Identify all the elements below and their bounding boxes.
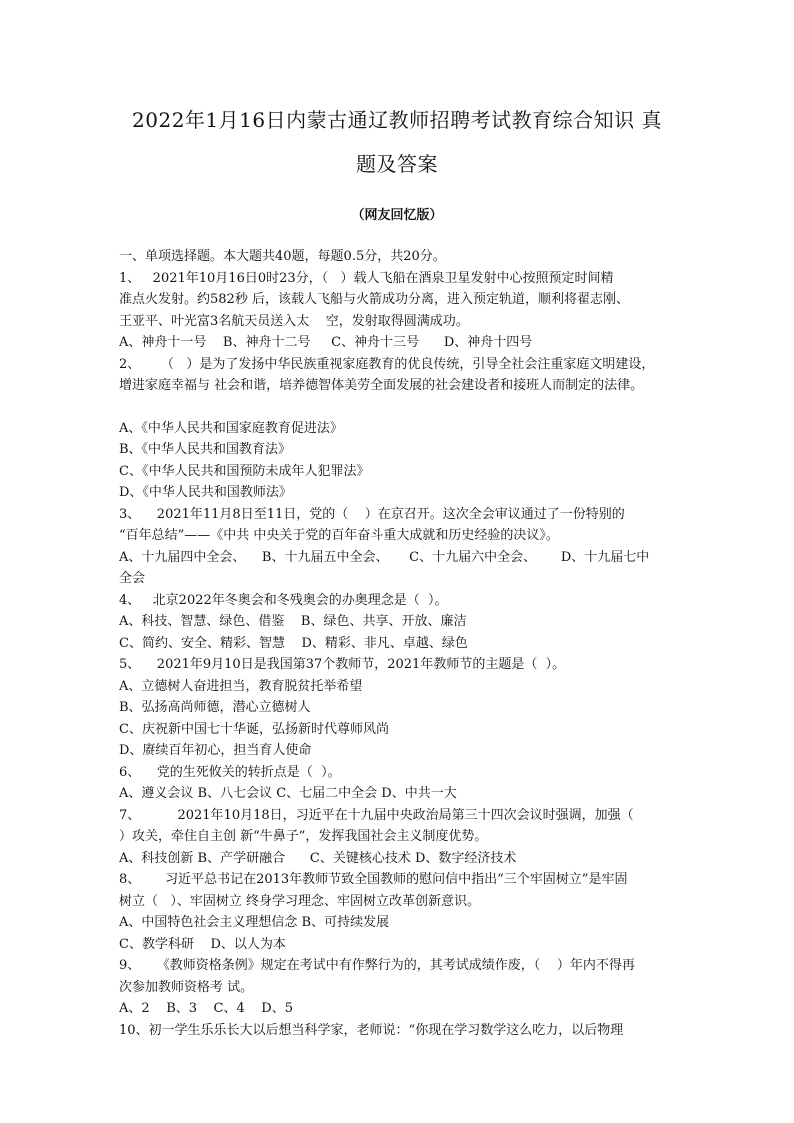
document-line: A、科技、智慧、绿色、借鉴 B、绿色、共享、开放、廉洁 [119,614,467,629]
document-line: “百年总结”——《中共 中央关于党的百年奋斗重大成就和历史经验的决议》。 [119,528,559,543]
document-body [119,246,681,1041]
document-line: 增进家庭幸福与 社会和谐，培养德智体美劳全面发展的社会建设者和接班人而制定的法律。 [119,378,644,393]
document-line: B、《中华人民共和国教育法》 [119,442,292,457]
document-line: 8、 习近平总书记在2013年教师节致全国教师的慰问信中指出“三个牢固树立”是牢固 [119,872,628,887]
document-line: 10、初一学生乐乐长大以后想当科学家，老师说：“你现在学习数学这么吃力，以后物理 [119,1022,624,1038]
document-line: C、《中华人民共和国预防未成年人犯罪法》 [119,463,370,479]
document-line: 准点火发射。约582秒 后，该载人飞船与火箭成功分离，进入预定轨道，顺利将翟志刚、 [119,292,629,307]
document-line: C、简约、安全、精彩、智慧 D、精彩、非凡、卓越、绿色 [119,635,468,651]
document-line: 王亚平、叶光富3名航天员送入太 空，发射取得圆满成功。 [119,313,469,329]
document-line: A、十九届四中全会、 B、十九届五中全会、 C、十九届六中全会、 D、十九届七中 [119,549,650,565]
document-line: A、《中华人民共和国家庭教育促进法》 [119,420,343,436]
document-line: 9、 《教师资格条例》规定在考试中有作弊行为的，其考试成绩作废，（ ）年内不得再 [119,958,635,973]
document-line: D、《中华人民共和国教师法》 [119,485,292,500]
document-line: C、庆祝新中国七十华诞，弘扬新时代尊师风尚 [119,721,389,737]
document-line: B、弘扬高尚师德，潜心立德树人 [119,700,311,715]
document-line: A、神舟十一号 B、神舟十二号 C、神舟十三号 D、神舟十四号 [119,335,533,350]
document-title-line-1: 2022年1月16日内蒙古通辽教师招聘考试教育综合知识 真 [132,108,662,132]
document-line: A、遵义会议 B、八七会议 C、七届二中全会 D、中共一大 [119,786,457,801]
document-line: 4、 北京2022年冬奥会和冬残奥会的办奥理念是（ ）。 [119,592,448,608]
document-line: 一、单项选择题。本大题共40题，每题0.5分，共20分。 [119,249,446,264]
document-line: A、科技创新 B、产学研融合 C、关键核心技术 D、数字经济技术 [119,850,517,866]
document-line: A、2 B、3 C、4 D、5 [119,1001,293,1016]
document-line: C、教学科研 D、以人为本 [119,936,286,952]
document-line: 1、 2021年10月16日0时23分，（ ）载人飞船在酒泉卫星发射中心按照预定时间精 [119,270,614,286]
document-line: 次参加教师资格考 试。 [119,979,254,995]
document-line: 2、 （ ）是为了发扬中华民族重视家庭教育的优良传统，引导全社会注重家庭文明建设， [119,356,655,372]
document-subtitle: （网友回忆版） [351,208,443,223]
document-line: A、立德树人奋进担当，教育脱贫托举希望 [119,678,363,694]
document-title-line-2: 题及答案 [356,152,438,176]
document-line: D、赓续百年初心，担当育人使命 [119,743,312,758]
document-line: 7、 2021年10月18日，习近平在十九届中央政治局第三十四次会议时强调，加强（ [119,807,634,823]
document-line: 3、 2021年11月8日至11日，党的（ ）在京召开。这次全会审议通过了一份特别的 [119,506,625,522]
document-line: 5、 2021年9月10日是我国第37个教师节，2021年教师节的主题是（ ）。 [119,657,566,672]
document-line: A、中国特色社会主义理想信念 B、可持续发展 [119,915,390,930]
document-line: ）攻关，牵住自主创 新“牛鼻子”，发挥我国社会主义制度优势。 [119,829,488,844]
document-line: 全会 [119,571,146,586]
document-line: 6、 党的生死攸关的转折点是（ ）。 [119,764,341,780]
document-line: 树立（ ）、牢固树立 终身学习理念、牢固树立改革创新意识。 [119,893,481,909]
